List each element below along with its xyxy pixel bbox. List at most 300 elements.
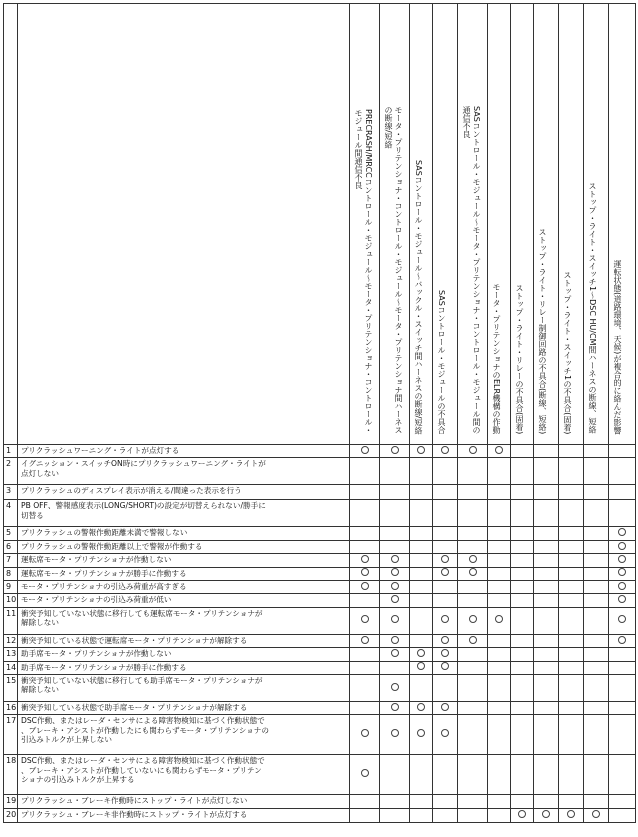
matrix-cell — [380, 702, 410, 715]
row-number: 16 — [4, 702, 18, 715]
table-row — [4, 485, 636, 500]
table-row — [4, 634, 636, 647]
circle-mark-icon — [361, 729, 369, 737]
symptom-description: 運転席モータ・プリテンショナが勝手に作動する — [18, 567, 350, 580]
matrix-cell — [534, 594, 559, 607]
matrix-cell — [559, 594, 584, 607]
matrix-cell — [433, 661, 458, 674]
matrix-cell — [380, 458, 410, 485]
circle-mark-icon — [441, 555, 449, 563]
matrix-cell — [488, 755, 511, 795]
matrix-cell — [380, 445, 410, 458]
header-corner-symptom — [18, 4, 350, 445]
symptom-description: DSC作動、またはレーダ・センサによる障害物検知に基づく作動状態で 、ブレーキ・アシストが作動していないにも関わらずモータ・プリテン ショナの引込みトルクが上昇する — [18, 755, 350, 795]
matrix-cell — [350, 458, 380, 485]
matrix-cell — [433, 554, 458, 567]
matrix-cell — [511, 554, 534, 567]
matrix-cell — [609, 458, 636, 485]
matrix-cell — [584, 607, 609, 634]
matrix-cell — [488, 702, 511, 715]
matrix-cell — [433, 675, 458, 702]
table-row — [4, 715, 636, 755]
matrix-cell — [511, 795, 534, 808]
symptom-description: プリクラッシュワーニング・ライトが点灯する — [18, 445, 350, 458]
circle-mark-icon — [361, 446, 369, 454]
matrix-cell — [433, 808, 458, 822]
row-number: 20 — [4, 808, 18, 822]
row-number: 15 — [4, 675, 18, 702]
matrix-cell — [350, 581, 380, 594]
cause-column-header — [488, 4, 511, 445]
matrix-cell — [410, 500, 433, 527]
matrix-cell — [559, 500, 584, 527]
table-row — [4, 500, 636, 527]
row-number: 12 — [4, 634, 18, 647]
circle-mark-icon — [391, 595, 399, 603]
circle-mark-icon — [391, 446, 399, 454]
circle-mark-icon — [361, 615, 369, 623]
matrix-cell — [609, 594, 636, 607]
matrix-cell — [458, 607, 488, 634]
matrix-cell — [410, 485, 433, 500]
matrix-cell — [609, 755, 636, 795]
circle-mark-icon — [361, 636, 369, 644]
matrix-cell — [458, 458, 488, 485]
matrix-cell — [380, 594, 410, 607]
matrix-cell — [559, 795, 584, 808]
matrix-cell — [511, 755, 534, 795]
matrix-cell — [534, 554, 559, 567]
row-number: 13 — [4, 648, 18, 661]
matrix-cell — [488, 567, 511, 580]
matrix-cell — [534, 648, 559, 661]
cause-label: モータ・プリテンショナのELR機構の作動 — [492, 282, 501, 434]
matrix-cell — [559, 567, 584, 580]
table-row — [4, 607, 636, 634]
matrix-cell — [380, 581, 410, 594]
circle-mark-icon — [417, 729, 425, 737]
matrix-cell — [410, 567, 433, 580]
circle-mark-icon — [441, 636, 449, 644]
matrix-cell — [350, 445, 380, 458]
cause-column-header — [380, 4, 410, 445]
table-row — [4, 648, 636, 661]
matrix-cell — [380, 567, 410, 580]
matrix-cell — [534, 527, 559, 540]
circle-mark-icon — [441, 729, 449, 737]
matrix-cell — [584, 634, 609, 647]
matrix-cell — [559, 675, 584, 702]
circle-mark-icon — [417, 662, 425, 670]
matrix-cell — [488, 634, 511, 647]
matrix-cell — [584, 540, 609, 553]
circle-mark-icon — [391, 703, 399, 711]
matrix-cell — [559, 485, 584, 500]
matrix-cell — [350, 607, 380, 634]
circle-mark-icon — [441, 568, 449, 576]
matrix-cell — [609, 795, 636, 808]
matrix-cell — [410, 795, 433, 808]
circle-mark-icon — [361, 582, 369, 590]
matrix-cell — [433, 485, 458, 500]
matrix-cell — [350, 715, 380, 755]
matrix-cell — [488, 500, 511, 527]
cause-column-header — [559, 4, 584, 445]
table-row — [4, 567, 636, 580]
cause-label: SASコントロール・モジュールの不具合 — [437, 290, 446, 434]
matrix-cell — [350, 554, 380, 567]
matrix-cell — [559, 648, 584, 661]
symptom-description: プリクラッシュ・ブレーキ作動時にストップ・ライトが点灯しない — [18, 795, 350, 808]
matrix-cell — [511, 485, 534, 500]
matrix-cell — [350, 661, 380, 674]
matrix-cell — [559, 607, 584, 634]
matrix-cell — [511, 500, 534, 527]
matrix-cell — [488, 445, 511, 458]
matrix-cell — [488, 675, 511, 702]
matrix-cell — [433, 607, 458, 634]
matrix-cell — [584, 500, 609, 527]
matrix-cell — [609, 485, 636, 500]
matrix-cell — [534, 702, 559, 715]
matrix-cell — [534, 458, 559, 485]
matrix-cell — [609, 581, 636, 594]
matrix-cell — [511, 702, 534, 715]
row-number: 2 — [4, 458, 18, 485]
circle-mark-icon — [469, 555, 477, 563]
circle-mark-icon — [542, 810, 550, 818]
symptom-description: イグニッション・スイッチON時にプリクラッシュワーニング・ライトが 点灯しない — [18, 458, 350, 485]
circle-mark-icon — [618, 542, 626, 550]
matrix-cell — [609, 648, 636, 661]
matrix-cell — [380, 500, 410, 527]
symptom-description: 助手席モータ・プリテンショナが勝手に作動する — [18, 661, 350, 674]
circle-mark-icon — [618, 582, 626, 590]
table-row — [4, 594, 636, 607]
table-row — [4, 808, 636, 822]
matrix-cell — [380, 527, 410, 540]
circle-mark-icon — [592, 810, 600, 818]
matrix-cell — [584, 567, 609, 580]
matrix-cell — [380, 661, 410, 674]
matrix-cell — [433, 634, 458, 647]
matrix-cell — [559, 661, 584, 674]
cause-column-header — [350, 4, 380, 445]
circle-mark-icon — [391, 568, 399, 576]
matrix-cell — [584, 581, 609, 594]
circle-mark-icon — [361, 568, 369, 576]
header-corner-number — [4, 4, 18, 445]
symptom-description: 衝突予知していない状態に移行しても助手席モータ・プリテンショナが 解除しない — [18, 675, 350, 702]
matrix-cell — [458, 795, 488, 808]
matrix-cell — [488, 554, 511, 567]
matrix-cell — [458, 445, 488, 458]
matrix-cell — [511, 458, 534, 485]
cause-label: 運転状態(道路環境、天候)が複合的に絡んだ影響 — [613, 259, 622, 434]
matrix-cell — [511, 634, 534, 647]
matrix-cell — [380, 485, 410, 500]
matrix-cell — [511, 527, 534, 540]
matrix-cell — [488, 808, 511, 822]
matrix-cell — [559, 527, 584, 540]
matrix-cell — [511, 567, 534, 580]
matrix-cell — [609, 607, 636, 634]
matrix-cell — [410, 554, 433, 567]
matrix-cell — [433, 581, 458, 594]
row-number: 18 — [4, 755, 18, 795]
row-number: 6 — [4, 540, 18, 553]
matrix-cell — [609, 808, 636, 822]
matrix-cell — [410, 808, 433, 822]
matrix-cell — [410, 755, 433, 795]
matrix-cell — [433, 648, 458, 661]
symptom-description: プリクラッシュのディスプレイ表示が消える/間違った表示を行う — [18, 485, 350, 500]
matrix-cell — [534, 715, 559, 755]
matrix-cell — [488, 607, 511, 634]
circle-mark-icon — [469, 568, 477, 576]
matrix-cell — [433, 715, 458, 755]
matrix-cell — [584, 458, 609, 485]
circle-mark-icon — [518, 810, 526, 818]
matrix-cell — [559, 458, 584, 485]
row-number: 8 — [4, 567, 18, 580]
matrix-cell — [410, 527, 433, 540]
matrix-cell — [410, 661, 433, 674]
matrix-cell — [534, 675, 559, 702]
matrix-cell — [609, 527, 636, 540]
matrix-cell — [584, 445, 609, 458]
matrix-cell — [609, 702, 636, 715]
cause-label: PRECRASH/MRCCコントロール・モジュール〜モータ・プリテンショナ・コントロール・ モジュール間通信不良 — [354, 109, 373, 434]
matrix-cell — [488, 661, 511, 674]
matrix-cell — [410, 594, 433, 607]
cause-label: ストップ・ライト・リレーの不具合(固着) — [515, 283, 524, 434]
matrix-cell — [458, 755, 488, 795]
matrix-cell — [559, 702, 584, 715]
matrix-cell — [584, 795, 609, 808]
cause-column-header — [433, 4, 458, 445]
circle-mark-icon — [441, 662, 449, 670]
circle-mark-icon — [567, 810, 575, 818]
circle-mark-icon — [417, 703, 425, 711]
matrix-cell — [488, 648, 511, 661]
matrix-cell — [488, 581, 511, 594]
symptom-description: 運転席モータ・プリテンショナが作動しない — [18, 554, 350, 567]
matrix-cell — [433, 594, 458, 607]
matrix-cell — [609, 445, 636, 458]
row-number: 7 — [4, 554, 18, 567]
matrix-cell — [458, 715, 488, 755]
symptom-description: モータ・プリテンショナの引込み荷重が高すぎる — [18, 581, 350, 594]
table-row — [4, 661, 636, 674]
matrix-cell — [559, 581, 584, 594]
matrix-cell — [380, 634, 410, 647]
matrix-cell — [534, 808, 559, 822]
matrix-cell — [458, 500, 488, 527]
circle-mark-icon — [618, 615, 626, 623]
cause-column-header — [609, 4, 636, 445]
matrix-cell — [433, 527, 458, 540]
matrix-cell — [350, 808, 380, 822]
matrix-cell — [511, 594, 534, 607]
cause-column-header — [534, 4, 559, 445]
symptom-description: プリクラッシュの警報作動距離以上で警報が作動する — [18, 540, 350, 553]
matrix-cell — [559, 634, 584, 647]
table-row — [4, 795, 636, 808]
table-row — [4, 554, 636, 567]
cause-label: モータ・プリテンショナ・コントロール・モジュール〜モータ・プリテンショナ間ハーネス の断線/短絡 — [384, 106, 403, 434]
matrix-cell — [380, 554, 410, 567]
matrix-cell — [380, 808, 410, 822]
matrix-cell — [350, 702, 380, 715]
cause-label: SASコントロール・モジュール〜バックル・スイッチ間ハーネスの断線/短絡 — [414, 159, 423, 434]
matrix-cell — [410, 445, 433, 458]
matrix-cell — [458, 527, 488, 540]
circle-mark-icon — [618, 568, 626, 576]
matrix-cell — [534, 500, 559, 527]
symptom-description: 衝突予知している状態で助手席モータ・プリテンショナが解除する — [18, 702, 350, 715]
matrix-cell — [534, 581, 559, 594]
symptom-cause-matrix — [3, 3, 636, 823]
matrix-cell — [380, 607, 410, 634]
row-number: 10 — [4, 594, 18, 607]
matrix-cell — [433, 702, 458, 715]
row-number: 19 — [4, 795, 18, 808]
circle-mark-icon — [495, 615, 503, 623]
matrix-cell — [584, 702, 609, 715]
matrix-cell — [559, 808, 584, 822]
matrix-cell — [511, 607, 534, 634]
matrix-cell — [410, 675, 433, 702]
cause-label: ストップ・ライト・リレー制御回路の不具合(断線、短絡) — [538, 227, 547, 434]
matrix-cell — [609, 540, 636, 553]
matrix-cell — [458, 540, 488, 553]
matrix-cell — [584, 485, 609, 500]
matrix-cell — [410, 715, 433, 755]
symptom-description: 衝突予知していない状態に移行しても運転席モータ・プリテンショナが 解除しない — [18, 607, 350, 634]
matrix-cell — [511, 715, 534, 755]
circle-mark-icon — [391, 636, 399, 644]
matrix-cell — [350, 500, 380, 527]
matrix-cell — [534, 540, 559, 553]
matrix-cell — [511, 808, 534, 822]
matrix-cell — [609, 675, 636, 702]
circle-mark-icon — [441, 615, 449, 623]
row-number: 17 — [4, 715, 18, 755]
circle-mark-icon — [417, 649, 425, 657]
matrix-cell — [584, 808, 609, 822]
row-number: 14 — [4, 661, 18, 674]
circle-mark-icon — [391, 729, 399, 737]
matrix-cell — [488, 795, 511, 808]
cause-column-header — [511, 4, 534, 445]
row-number: 4 — [4, 500, 18, 527]
matrix-cell — [534, 567, 559, 580]
matrix-cell — [433, 755, 458, 795]
matrix-cell — [534, 445, 559, 458]
matrix-cell — [534, 634, 559, 647]
table-row — [4, 445, 636, 458]
matrix-cell — [350, 634, 380, 647]
matrix-cell — [584, 648, 609, 661]
circle-mark-icon — [417, 446, 425, 454]
circle-mark-icon — [441, 649, 449, 657]
matrix-cell — [458, 675, 488, 702]
matrix-cell — [350, 648, 380, 661]
matrix-cell — [559, 554, 584, 567]
matrix-cell — [511, 661, 534, 674]
header-row — [4, 4, 636, 445]
circle-mark-icon — [361, 555, 369, 563]
symptom-description: DSC作動、またはレーダ・センサによる障害物検知に基づく作動状態で 、ブレーキ・アシストが作動したにも関わらずモータ・プリテンショナの 引込みトルクが上昇しない — [18, 715, 350, 755]
matrix-cell — [380, 715, 410, 755]
cause-column-header — [410, 4, 433, 445]
matrix-cell — [609, 661, 636, 674]
circle-mark-icon — [441, 703, 449, 711]
matrix-cell — [559, 715, 584, 755]
table-row — [4, 581, 636, 594]
matrix-cell — [534, 661, 559, 674]
matrix-cell — [584, 594, 609, 607]
matrix-cell — [609, 554, 636, 567]
symptom-description: 衝突予知している状態で運転席モータ・プリテンショナが解除する — [18, 634, 350, 647]
matrix-cell — [511, 581, 534, 594]
matrix-cell — [488, 485, 511, 500]
matrix-cell — [410, 634, 433, 647]
matrix-cell — [410, 607, 433, 634]
row-number: 1 — [4, 445, 18, 458]
circle-mark-icon — [469, 615, 477, 623]
matrix-cell — [559, 540, 584, 553]
circle-mark-icon — [618, 528, 626, 536]
matrix-cell — [410, 458, 433, 485]
matrix-cell — [350, 527, 380, 540]
matrix-cell — [350, 540, 380, 553]
matrix-cell — [380, 648, 410, 661]
matrix-cell — [458, 581, 488, 594]
symptom-description: PB OFF、警報感度表示(LONG/SHORT)の設定が切替えられない/勝手に 切替る — [18, 500, 350, 527]
circle-mark-icon — [391, 615, 399, 623]
matrix-cell — [380, 540, 410, 553]
matrix-cell — [433, 540, 458, 553]
matrix-cell — [488, 540, 511, 553]
matrix-cell — [609, 567, 636, 580]
circle-mark-icon — [469, 636, 477, 644]
table-row — [4, 540, 636, 553]
row-number: 3 — [4, 485, 18, 500]
matrix-cell — [458, 702, 488, 715]
cause-column-header — [458, 4, 488, 445]
row-number: 5 — [4, 527, 18, 540]
cause-label: ストップ・ライト・スイッチ1〜DSC HU/CM間ハーネスの断線、短絡 — [588, 182, 597, 434]
matrix-cell — [458, 634, 488, 647]
matrix-cell — [458, 567, 488, 580]
matrix-cell — [534, 795, 559, 808]
circle-mark-icon — [618, 636, 626, 644]
symptom-description: プリクラッシュの警報作動距離未満で警報しない — [18, 527, 350, 540]
matrix-cell — [458, 648, 488, 661]
table-row — [4, 675, 636, 702]
matrix-cell — [534, 755, 559, 795]
matrix-cell — [488, 458, 511, 485]
matrix-cell — [380, 755, 410, 795]
matrix-cell — [609, 715, 636, 755]
matrix-cell — [584, 755, 609, 795]
matrix-cell — [380, 675, 410, 702]
matrix-cell — [350, 675, 380, 702]
matrix-cell — [458, 661, 488, 674]
matrix-cell — [534, 485, 559, 500]
